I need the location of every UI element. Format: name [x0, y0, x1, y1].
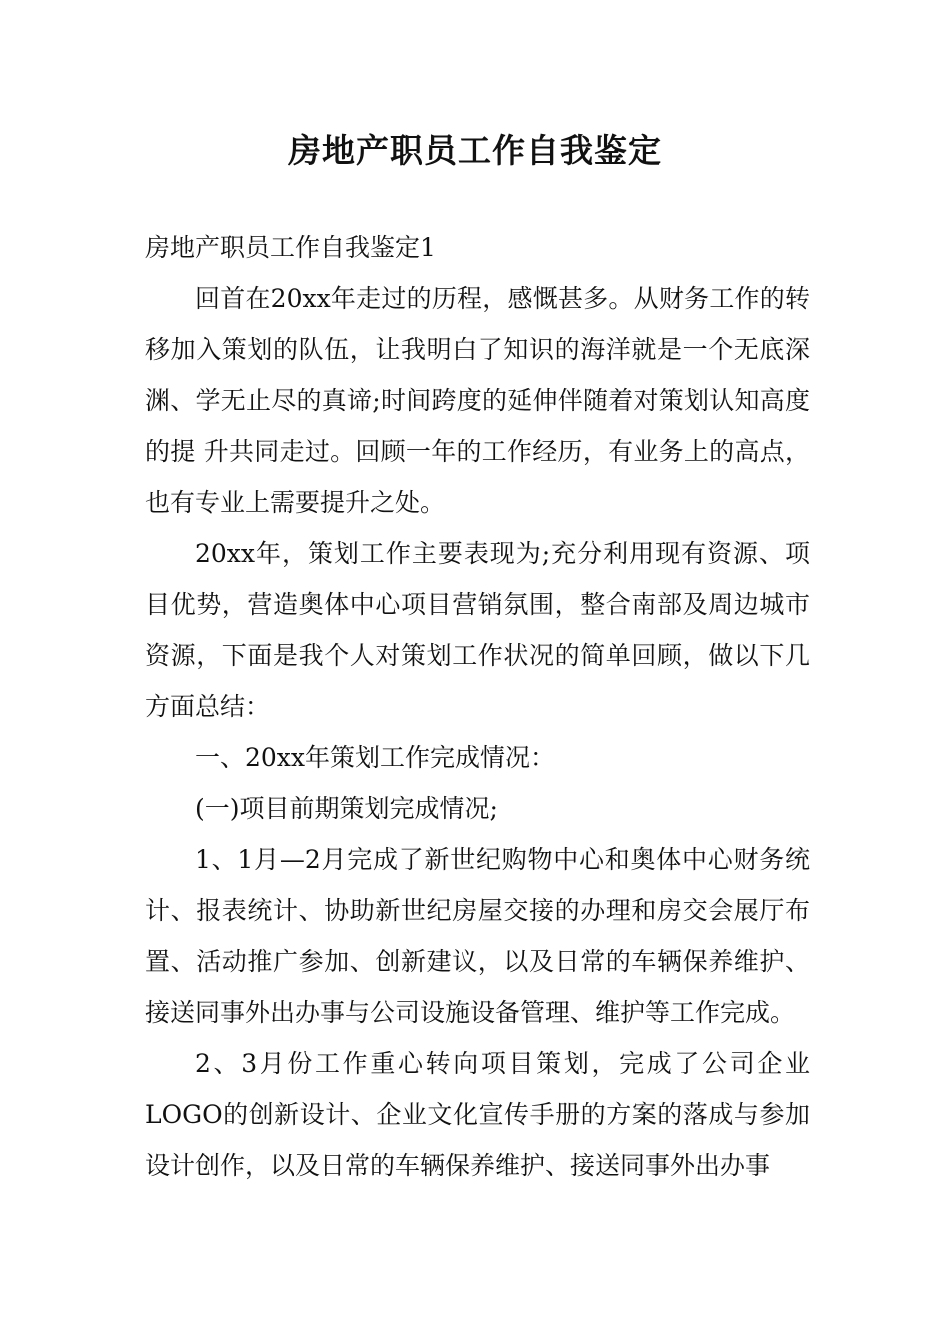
- section-heading: 房地产职员工作自我鉴定1: [145, 233, 436, 262]
- paragraph-item-2: 2、3月份工作重心转向项目策划，完成了公司企业LOGO的创新设计、企业文化宣传手册的方案的落成与参加设计创作，以及日常的车辆保养维护、接送同事外出办事: [145, 1049, 810, 1180]
- document-body: [145, 222, 810, 1191]
- heading-early-planning: (一)项目前期策划完成情况;: [195, 794, 498, 823]
- heading-work-completion: 一、20xx年策划工作完成情况：: [195, 743, 556, 772]
- paragraph-item-1: 1、1月—2月完成了新世纪购物中心和奥体中心财务统计、报表统计、协助新世纪房屋交接的办理和房交会展厅布置、活动推广参加、创新建议，以及日常的车辆保养维护、接送同事外出办事与公司设施设备管理、维护等工作完成。: [145, 845, 810, 1027]
- paragraph-intro: 回首在20xx年走过的历程，感慨甚多。从财务工作的转移加入策划的队伍，让我明白了知识的海洋就是一个无底深渊、学无止尽的真谛;时间跨度的延伸伴随着对策划认知高度的提 升共同走过。回顾一年的工作经历，有业务上的高点，也有专业上需要提升之处。: [145, 284, 810, 517]
- document-title: 房地产职员工作自我鉴定: [288, 131, 662, 170]
- paragraph-summary: 20xx年，策划工作主要表现为;充分利用现有资源、项目优势，营造奥体中心项目营销氛围，整合南部及周边城市资源，下面是我个人对策划工作状况的简单回顾，做以下几方面总结：: [145, 539, 810, 721]
